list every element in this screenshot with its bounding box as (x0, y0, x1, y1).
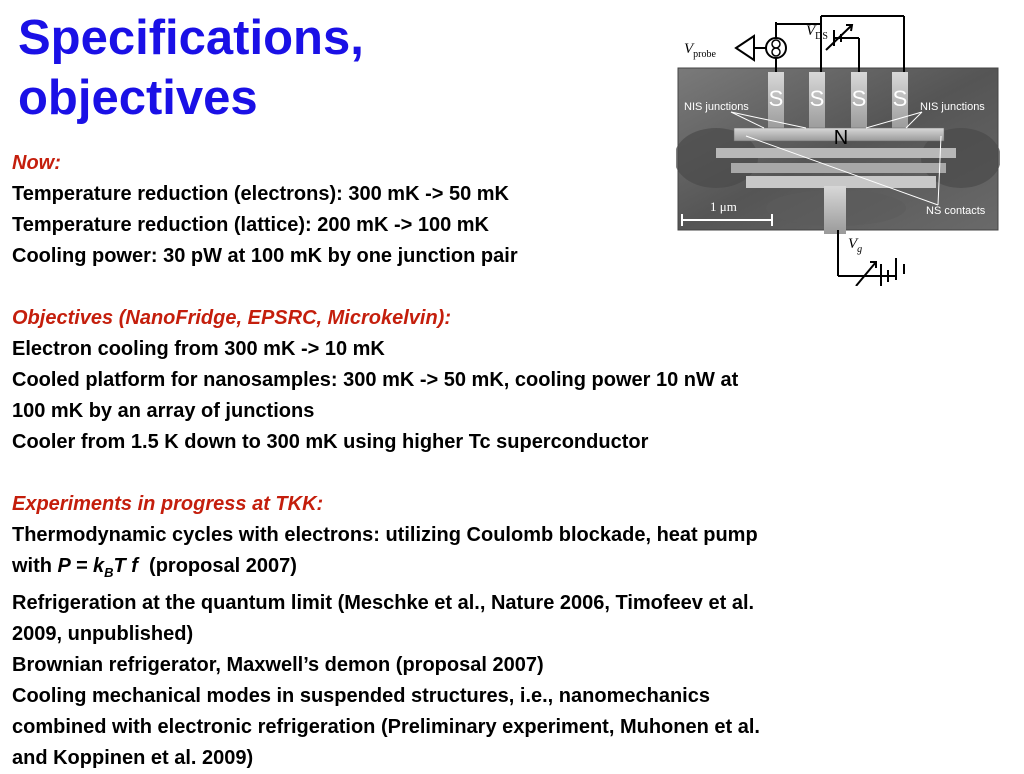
ns-contacts-label: NS contacts (926, 205, 986, 217)
now-line-3: Cooling power: 30 pW at 100 mK by one junction pair (12, 245, 518, 267)
slide-title (18, 8, 658, 128)
experiments-line-6: Cooling mechanical modes in suspended structures, i.e., nanomechanics (12, 685, 710, 707)
s-label-2: S (809, 86, 825, 111)
slide-body (12, 148, 1012, 774)
experiments-line-2 (12, 551, 1012, 588)
experiments-heading: Experiments in progress at TKK: (12, 493, 324, 515)
section-spacer (12, 272, 1012, 303)
vprobe-label: $V_{probe}$ (684, 41, 716, 60)
experiments-line-4: 2009, unpublished) (12, 623, 194, 645)
slide-title-line-1: Specifications, (18, 11, 364, 65)
experiments-line-7: combined with electronic refrigeration (Preliminary experiment, Muhonen et al. (12, 716, 760, 738)
slide-title-line-2: objectives (18, 71, 258, 125)
objectives-heading: Objectives (NanoFridge, EPSRC, Microkelvin): (12, 307, 451, 329)
now-line-1: Temperature reduction (electrons): 300 mK -> 50 mK (12, 183, 509, 205)
nis-junctions-right-label: NIS junctions (920, 101, 985, 113)
scale-bar-label: 1 μm (710, 199, 737, 214)
formula-t: T (113, 555, 126, 577)
objectives-line-2: Cooled platform for nanosamples: 300 mK -> 50 mK, cooling power 10 nW at (12, 369, 739, 391)
objectives-line-1: Electron cooling from 300 mK -> 10 mK (12, 338, 385, 360)
experiments-line-3: Refrigeration at the quantum limit (Meschke et al., Nature 2006, Timofeev et al. (12, 592, 755, 614)
experiments-line-1: Thermodynamic cycles with electrons: utilizing Coulomb blockade, heat pump (12, 524, 758, 546)
experiments-line-8: and Koppinen et al. 2009) (12, 747, 254, 769)
nis-junctions-left-label: NIS junctions (684, 101, 749, 113)
s-label-3: S (851, 86, 867, 111)
section-spacer (12, 458, 1012, 489)
experiments-line-2-prefix: with (12, 555, 58, 577)
now-heading: Now: (12, 152, 61, 174)
formula-subscript-b: B (104, 565, 114, 580)
s-label-1: S (768, 86, 784, 111)
vds-label: $V_{DS}$ (806, 23, 828, 42)
formula-f: f (131, 555, 138, 577)
s-label-4: S (892, 86, 908, 111)
now-line-2: Temperature reduction (lattice): 200 mK -> 100 mK (12, 214, 489, 236)
formula-p: P (57, 555, 71, 577)
formula-k: k (92, 555, 105, 577)
objectives-line-3: 100 mK by an array of junctions (12, 400, 315, 422)
experiments-line-2-suffix: (proposal 2007) (137, 555, 297, 577)
vg-label: $V_g$ (848, 236, 863, 255)
n-label: N (833, 127, 849, 149)
objectives-line-4: Cooler from 1.5 K down to 300 mK using higher Tc superconductor (12, 431, 649, 453)
probe-amplifier-icon (736, 36, 754, 60)
formula-equals: = (70, 555, 93, 577)
experiments-line-5: Brownian refrigerator, Maxwell’s demon (proposal 2007) (12, 654, 544, 676)
